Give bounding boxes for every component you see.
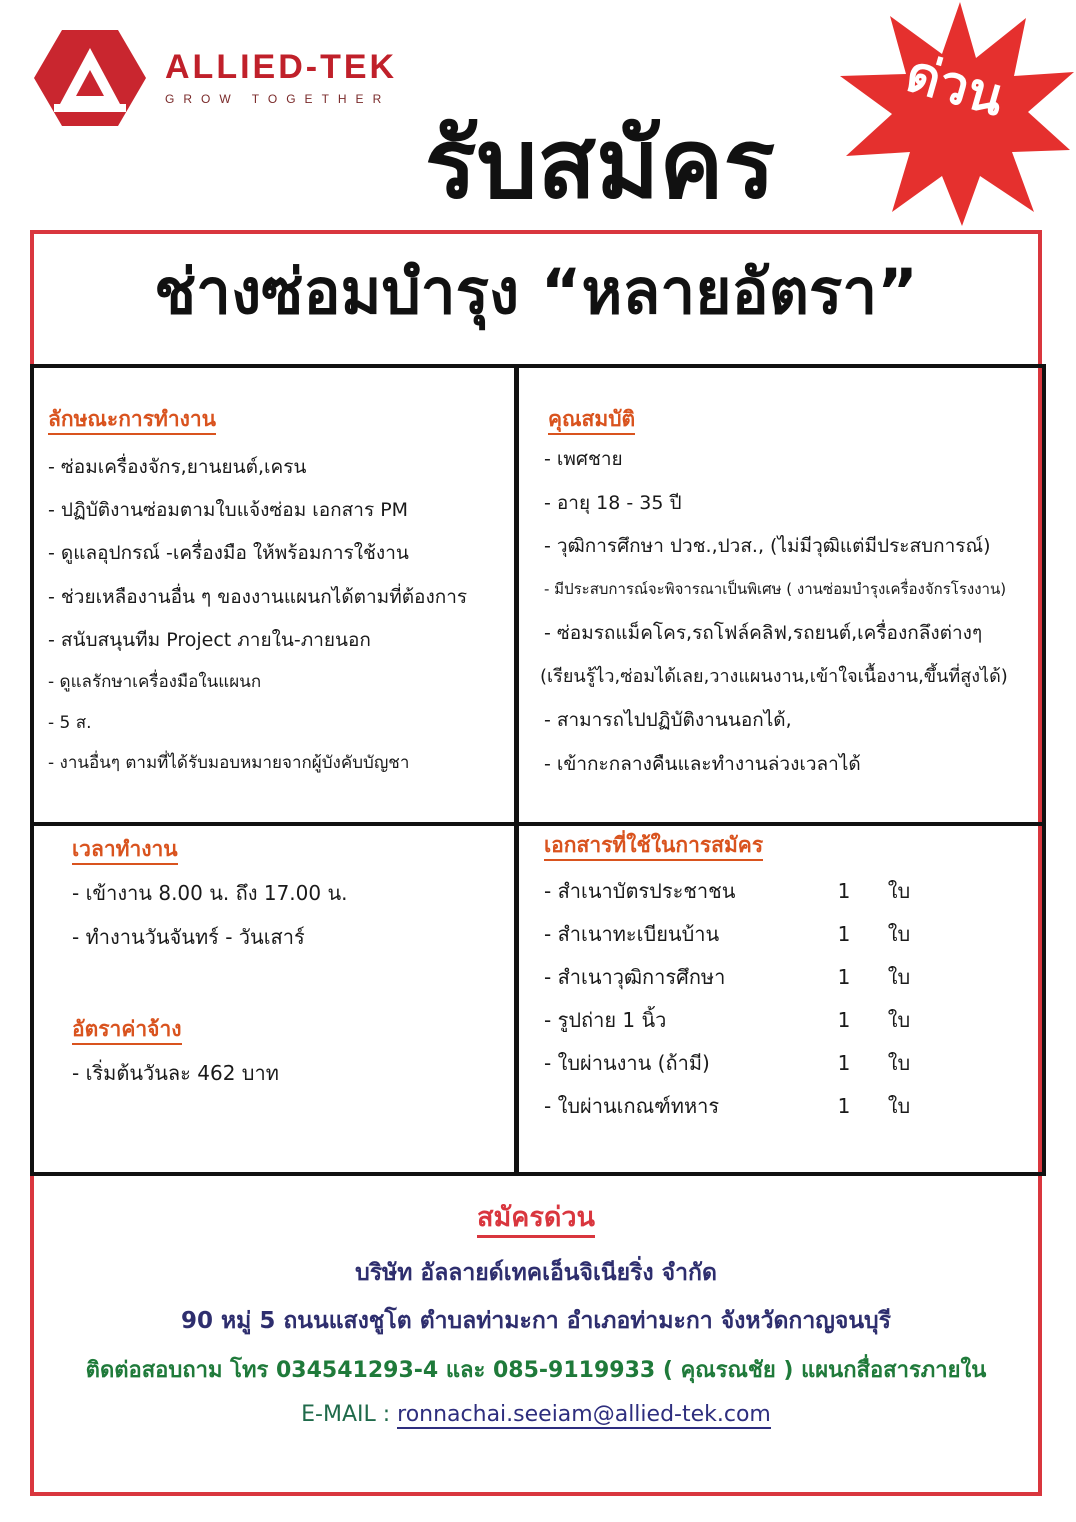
table-row bbox=[544, 869, 924, 912]
document-unit: ใบ bbox=[887, 964, 911, 989]
list-item: - 5 ส. bbox=[48, 713, 92, 734]
document-qty: 1 bbox=[837, 964, 851, 989]
job-description-section bbox=[48, 406, 467, 783]
apply-now-heading bbox=[34, 1200, 1038, 1235]
table-row bbox=[544, 1084, 924, 1127]
document-name: - สำเนาทะเบียนบ้าน bbox=[544, 921, 720, 946]
table-row bbox=[544, 998, 924, 1041]
email-label: E-MAIL : bbox=[301, 1402, 398, 1427]
list-item: - สามารถไปปฏิบัติงานนอกได้, bbox=[544, 709, 792, 732]
list-item: - เริ่มต้นวันละ 462 บาท bbox=[72, 1061, 279, 1086]
list-item: - ดูแลอุปกรณ์ -เครื่องมือ ให้พร้อมการใช้งาน bbox=[48, 542, 409, 565]
documents-heading: เอกสารที่ใช้ในการสมัคร bbox=[544, 833, 763, 861]
brand-tagline: GROW TOGETHER bbox=[165, 92, 391, 106]
document-unit: ใบ bbox=[887, 1093, 911, 1118]
list-item: - ปฏิบัติงานซ่อมตามใบแจ้งซ่อม เอกสาร PM bbox=[48, 499, 409, 522]
job-description-heading: ลักษณะการทำงาน bbox=[48, 407, 216, 435]
email-line bbox=[34, 1402, 1038, 1427]
list-item: - ทำงานวันจันทร์ - วันเสาร์ bbox=[72, 925, 305, 950]
company-address: 90 หมู่ 5 ถนนแสงชูโต ตำบลท่ามะกา อำเภอท่ามะกา จังหวัดกาญจนบุรี bbox=[180, 1308, 892, 1334]
grid-divider-horizontal bbox=[30, 822, 1046, 826]
list-item: - งานอื่นๆ ตามที่ได้รับมอบหมายจากผู้บังคับบัญชา bbox=[48, 753, 410, 774]
qualifications-heading: คุณสมบัติ bbox=[548, 407, 635, 435]
brand-name: ALLIED-TEK bbox=[165, 48, 398, 86]
wage-section bbox=[72, 1016, 279, 1095]
document-unit: ใบ bbox=[887, 878, 911, 903]
document-unit: ใบ bbox=[887, 1050, 911, 1075]
list-item: - เพศชาย bbox=[544, 448, 623, 471]
document-name: - ใบผ่านเกณฑ์ทหาร bbox=[544, 1093, 720, 1118]
list-item: - เข้างาน 8.00 น. ถึง 17.00 น. bbox=[72, 881, 348, 906]
list-item: - วุฒิการศึกษา ปวช.,ปวส., (ไม่มีวุฒิแต่มีประสบการณ์) bbox=[544, 535, 991, 558]
list-item: - ดูแลรักษาเครื่องมือในแผนก bbox=[48, 672, 262, 693]
qualifications-section bbox=[540, 406, 1008, 786]
apply-now-label: สมัครด่วน bbox=[477, 1202, 595, 1238]
list-item: - สนับสนุนทีม Project ภายใน-ภายนอก bbox=[48, 629, 371, 652]
document-qty: 1 bbox=[837, 1050, 851, 1075]
position-title: ช่างซ่อมบำรุง “หลายอัตรา” bbox=[154, 255, 918, 328]
list-item: - ช่วยเหลืองานอื่น ๆ ของงานแผนกได้ตามที่ต้องการ bbox=[48, 586, 468, 609]
grid-divider-vertical bbox=[514, 364, 519, 1176]
working-hours-section bbox=[72, 836, 348, 959]
table-row bbox=[544, 912, 924, 955]
document-qty: 1 bbox=[837, 1093, 851, 1118]
company-name: บริษัท อัลลายด์เทคเอ็นจิเนียริ่ง จำกัด bbox=[355, 1260, 717, 1286]
list-item: - มีประสบการณ์จะพิจารณาเป็นพิเศษ ( งานซ่อมบำรุงเครื่องจักรโรงงาน) bbox=[544, 580, 1007, 599]
urgent-badge-text: ด่วน bbox=[899, 43, 1011, 129]
working-hours-heading: เวลาทำงาน bbox=[72, 837, 178, 865]
list-item: - ซ่อมรถแม็คโคร,รถโฟล์คลิฟ,รถยนต์,เครื่องกลึงต่างๆ bbox=[544, 622, 983, 645]
contact-phone: ติดต่อสอบถาม โทร 034541293-4 และ 085-9119933 ( คุณรณชัย ) แผนกสื่อสารภายใน bbox=[85, 1358, 987, 1383]
document-qty: 1 bbox=[837, 921, 851, 946]
table-row bbox=[544, 1041, 924, 1084]
list-item: - ซ่อมเครื่องจักร,ยานยนต์,เครน bbox=[48, 456, 307, 479]
document-qty: 1 bbox=[837, 878, 851, 903]
document-name: - รูปถ่าย 1 นิ้ว bbox=[544, 1007, 667, 1032]
documents-section bbox=[544, 832, 924, 1127]
document-qty: 1 bbox=[837, 1007, 851, 1032]
document-name: - ใบผ่านงาน (ถ้ามี) bbox=[544, 1050, 710, 1075]
document-unit: ใบ bbox=[887, 1007, 911, 1032]
list-item: - อายุ 18 - 35 ปี bbox=[544, 492, 682, 515]
allied-tek-logo-icon bbox=[34, 30, 146, 126]
table-row bbox=[544, 955, 924, 998]
document-unit: ใบ bbox=[887, 921, 911, 946]
wage-heading: อัตราค่าจ้าง bbox=[72, 1017, 182, 1045]
document-name: - สำเนาบัตรประชาชน bbox=[544, 878, 736, 903]
document-name: - สำเนาวุฒิการศึกษา bbox=[544, 964, 726, 989]
list-item: - เข้ากะกลางคืนและทำงานล่วงเวลาได้ bbox=[544, 753, 861, 776]
email-link[interactable]: ronnachai.seeiam@allied-tek.com bbox=[397, 1402, 771, 1427]
main-title: รับสมัคร bbox=[424, 108, 776, 220]
list-item: (เรียนรู้ไว,ซ่อมได้เลย,วางแผนงาน,เข้าใจเนื้องาน,ขึ้นที่สูงได้) bbox=[540, 666, 1008, 688]
